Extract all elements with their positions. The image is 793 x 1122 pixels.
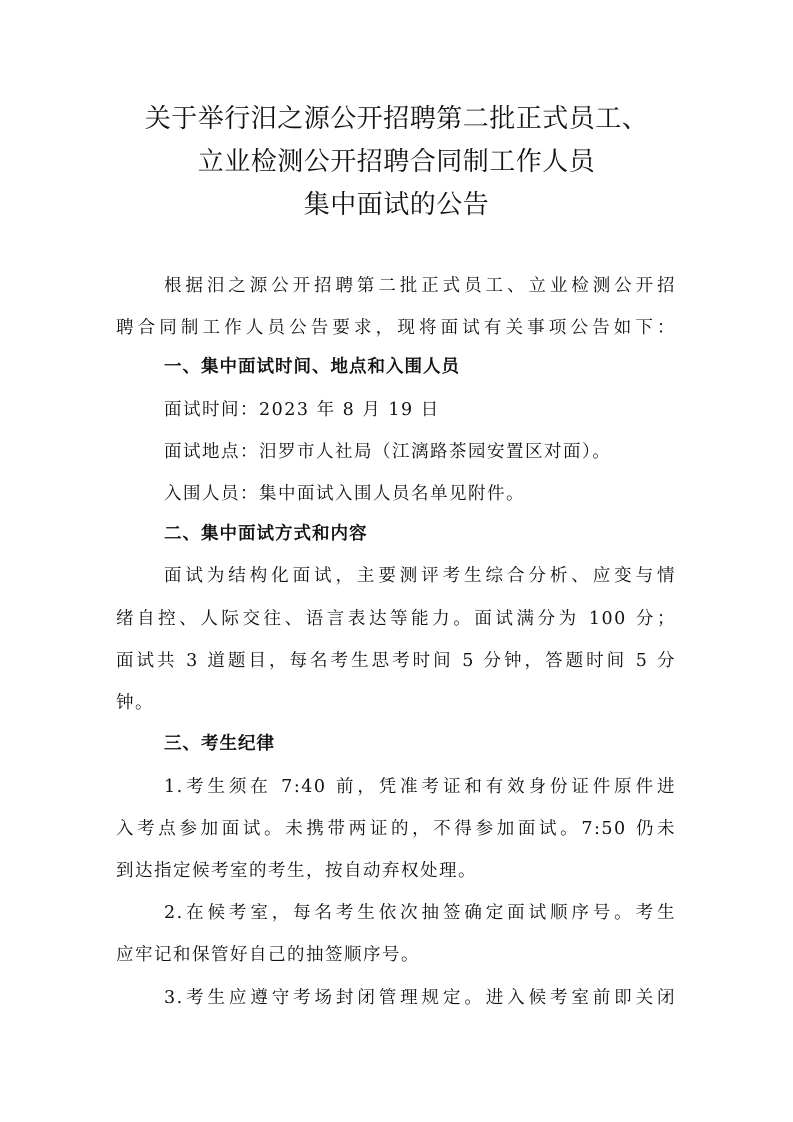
section2-line-1: 面试为结构化面试，主要测评考生综合分析、应变与情 bbox=[164, 566, 676, 586]
rule-3-line-1: 3.考生应遵守考场封闭管理规定。进入候考室前即关闭 bbox=[164, 988, 676, 1008]
rule-1-line-2: 入考点参加面试。未携带两证的，不得参加面试。7:50 仍未 bbox=[116, 819, 676, 839]
title-line-2: 立业检测公开招聘合同制工作人员 bbox=[197, 147, 596, 177]
rule-1-line-1: 1.考生须在 7:40 前，凭准考证和有效身份证件原件进 bbox=[164, 777, 676, 797]
section1-heading: 一、集中面试时间、地点和入围人员 bbox=[164, 357, 460, 377]
rule-1-line-3: 到达指定候考室的考生，按自动弃权处理。 bbox=[116, 861, 477, 881]
interview-time: 面试时间：2023 年 8 月 19 日 bbox=[164, 400, 440, 420]
title-line-1: 关于举行汨之源公开招聘第二批正式员工、 bbox=[144, 104, 649, 134]
section2-heading: 二、集中面试方式和内容 bbox=[164, 524, 368, 544]
section2-line-3: 面试共 3 道题目，每名考生思考时间 5 分钟，答题时间 5 分 bbox=[116, 651, 676, 671]
intro-line-1: 根据汨之源公开招聘第二批正式员工、立业检测公开招 bbox=[164, 276, 676, 296]
interview-place: 面试地点：汨罗市人社局（江漓路茶园安置区对面）。 bbox=[164, 442, 612, 462]
section2-line-2: 绪自控、人际交往、语言表达等能力。面试满分为 100 分； bbox=[116, 609, 676, 629]
section3-heading: 三、考生纪律 bbox=[164, 734, 275, 754]
intro-line-2: 聘合同制工作人员公告要求，现将面试有关事项公告如下： bbox=[116, 318, 676, 338]
interview-people: 入围人员：集中面试入围人员名单见附件。 bbox=[164, 484, 525, 504]
section2-line-4: 钟。 bbox=[116, 693, 154, 713]
rule-2-line-1: 2.在候考室，每名考生依次抽签确定面试顺序号。考生 bbox=[164, 903, 676, 923]
title-line-3: 集中面试的公告 bbox=[303, 190, 490, 220]
rule-2-line-2: 应牢记和保管好自己的抽签顺序号。 bbox=[116, 945, 420, 965]
